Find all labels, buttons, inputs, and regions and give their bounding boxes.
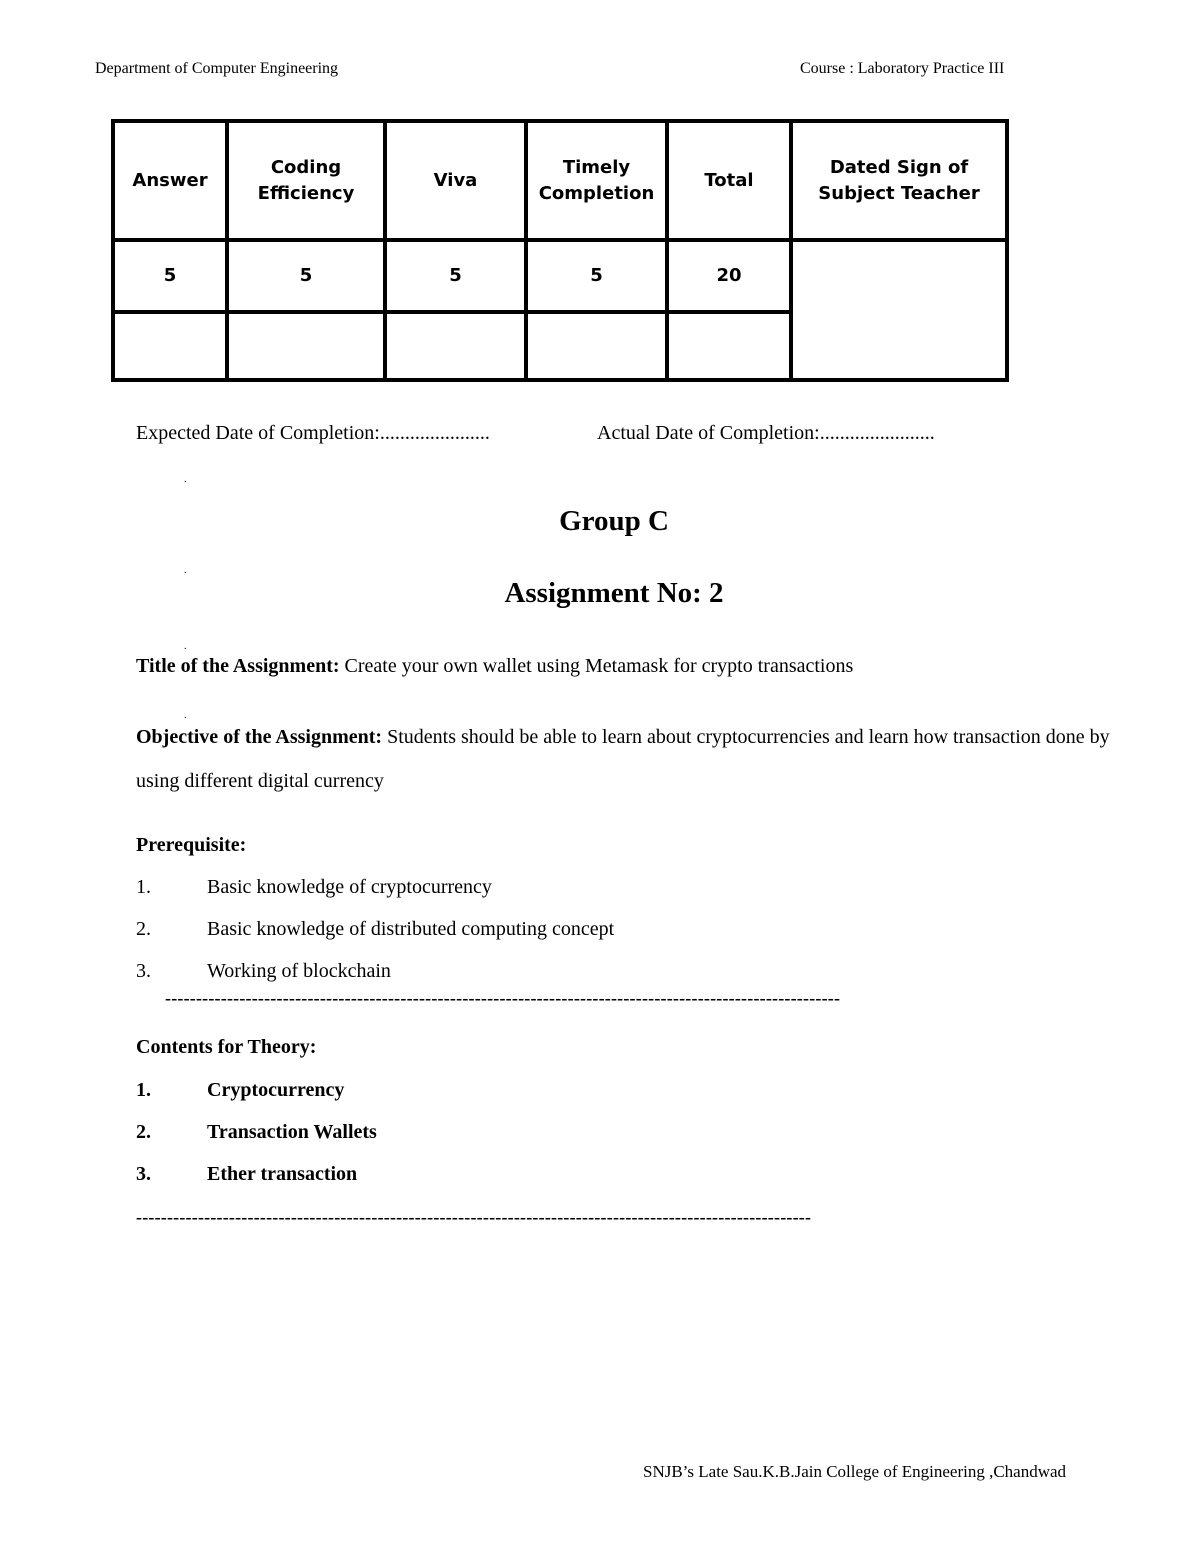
stray-dot: . xyxy=(184,474,187,485)
header-timely-completion: Timely Completion xyxy=(526,121,667,240)
stray-dot: . xyxy=(184,710,187,721)
stray-dot: . xyxy=(184,641,187,652)
item-number: 3. xyxy=(136,960,151,982)
group-title: Group C xyxy=(559,505,669,537)
max-marks-row xyxy=(113,240,1007,312)
header-department: Department of Computer Engineering xyxy=(95,60,339,77)
obtained-viva xyxy=(385,312,526,380)
footer-college: SNJB’s Late Sau.K.B.Jain College of Engineering ,Chandwad xyxy=(643,1462,1067,1481)
max-timely-completion: 5 xyxy=(526,240,667,312)
item-text: Basic knowledge of distributed computing concept xyxy=(207,918,615,940)
theory-heading: Contents for Theory: xyxy=(136,1036,317,1058)
prerequisite-item xyxy=(136,960,391,983)
stray-dot: . xyxy=(184,565,187,576)
theory-item xyxy=(136,1079,344,1102)
separator-line: ------------------------------------------------------------------------------------------------------------- xyxy=(165,988,841,1008)
prerequisite-item xyxy=(136,876,492,899)
marks-table xyxy=(111,119,1009,382)
item-text: Basic knowledge of cryptocurrency xyxy=(207,876,492,898)
max-answer: 5 xyxy=(113,240,227,312)
assignment-title xyxy=(136,655,853,678)
header-viva: Viva xyxy=(385,121,526,240)
item-number: 1. xyxy=(136,876,151,898)
objective-text: Students should be able to learn about cryptocurrencies and learn how transaction done by using different digital currency xyxy=(136,726,1110,792)
title-text: Create your own wallet using Metamask for crypto transactions xyxy=(339,655,854,677)
item-text: Transaction Wallets xyxy=(207,1121,377,1143)
obtained-answer xyxy=(113,312,227,380)
item-number: 3. xyxy=(136,1163,151,1185)
item-text: Ether transaction xyxy=(207,1163,358,1185)
item-number: 1. xyxy=(136,1079,151,1101)
max-total: 20 xyxy=(667,240,791,312)
marks-header-row xyxy=(113,121,1007,240)
assignment-objective xyxy=(136,715,1116,803)
item-number: 2. xyxy=(136,918,151,940)
item-text: Working of blockchain xyxy=(207,960,391,982)
prerequisite-item xyxy=(136,918,614,941)
header-course: Course : Laboratory Practice III xyxy=(800,60,1005,77)
prerequisite-heading: Prerequisite: xyxy=(136,834,247,856)
item-number: 2. xyxy=(136,1121,151,1143)
obtained-coding-efficiency xyxy=(227,312,385,380)
item-text: Cryptocurrency xyxy=(207,1079,345,1101)
title-label: Title of the Assignment: xyxy=(136,655,340,677)
theory-item xyxy=(136,1121,377,1144)
actual-date: Actual Date of Completion:....................... xyxy=(597,422,935,444)
objective-label: Objective of the Assignment: xyxy=(136,726,383,748)
header-total: Total xyxy=(667,121,791,240)
max-coding-efficiency: 5 xyxy=(227,240,385,312)
teacher-sign-cell xyxy=(791,240,1007,380)
separator-line: ------------------------------------------------------------------------------------------------------------- xyxy=(136,1207,812,1227)
obtained-total xyxy=(667,312,791,380)
header-dated-sign: Dated Sign of Subject Teacher xyxy=(791,121,1007,240)
max-viva: 5 xyxy=(385,240,526,312)
header-answer: Answer xyxy=(113,121,227,240)
theory-item xyxy=(136,1163,357,1186)
header-coding-efficiency: Coding Efficiency xyxy=(227,121,385,240)
obtained-timely-completion xyxy=(526,312,667,380)
expected-date: Expected Date of Completion:...................... xyxy=(136,422,490,444)
assignment-number: Assignment No: 2 xyxy=(504,577,724,609)
